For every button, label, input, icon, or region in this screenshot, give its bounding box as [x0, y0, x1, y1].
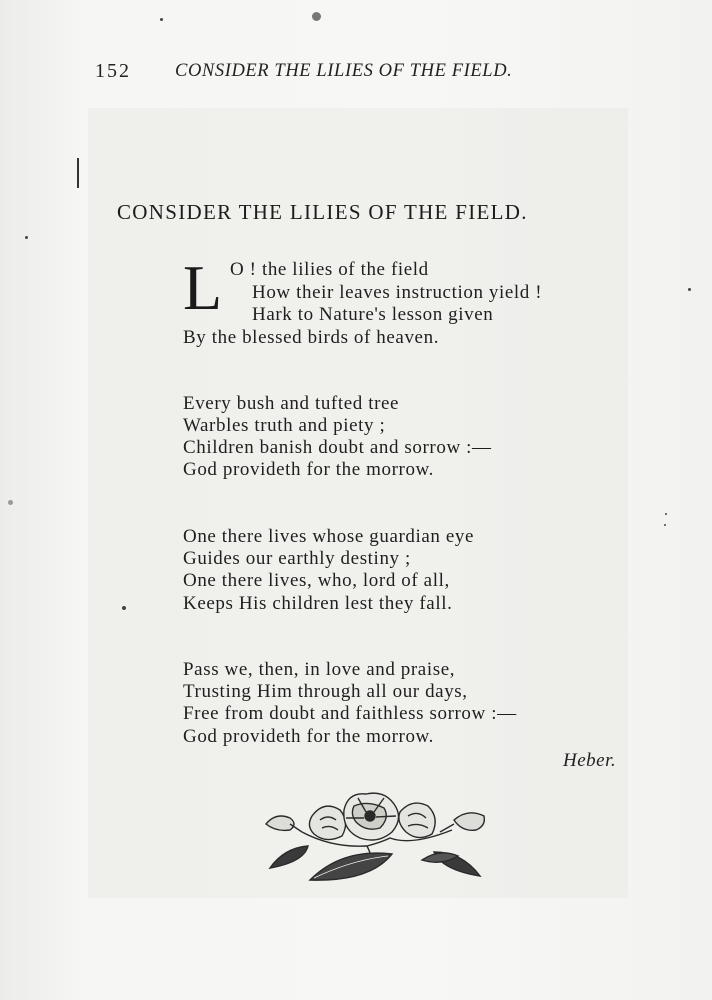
- poem-line: Every bush and tufted tree: [183, 393, 400, 414]
- paper-speck: [160, 18, 163, 21]
- paper-speck: [665, 513, 667, 515]
- paper-show-through: [88, 108, 628, 898]
- poem-line: One there lives whose guardian eye: [183, 526, 475, 547]
- paper-speck: [25, 236, 28, 239]
- poem-line: God provideth for the morrow.: [183, 459, 434, 480]
- running-head: CONSIDER THE LILIES OF THE FIELD.: [175, 61, 513, 81]
- paper-speck: [688, 288, 691, 291]
- margin-mark: [77, 158, 79, 188]
- drop-cap: L: [183, 252, 223, 323]
- floral-ornament-icon: [262, 790, 488, 886]
- poem-line: By the blessed birds of heaven.: [183, 327, 440, 348]
- poem-line: Hark to Nature's lesson given: [252, 304, 494, 325]
- paper-speck: [8, 500, 13, 505]
- poem-line: Warbles truth and piety ;: [183, 415, 386, 436]
- poem-line: One there lives, who, lord of all,: [183, 570, 450, 591]
- poem-title: CONSIDER THE LILIES OF THE FIELD.: [117, 200, 528, 224]
- poem-line: Free from doubt and faithless sorrow :—: [183, 703, 517, 724]
- poem-attribution: Heber.: [563, 750, 617, 771]
- poem-line: How their leaves instruction yield !: [252, 282, 543, 303]
- poem-line: Trusting Him through all our days,: [183, 681, 468, 702]
- paper-speck: [312, 12, 321, 21]
- paper-speck: [664, 524, 666, 526]
- poem-line: Pass we, then, in love and praise,: [183, 659, 456, 680]
- poem-line: Children banish doubt and sorrow :—: [183, 437, 492, 458]
- ornament-ink: [266, 793, 484, 880]
- poem-line: O ! the lilies of the field: [230, 259, 429, 280]
- poem-line: Keeps His children lest they fall.: [183, 593, 453, 614]
- paper-speck: [122, 606, 126, 610]
- page-number: 152: [95, 60, 131, 82]
- poem-line: Guides our earthly destiny ;: [183, 548, 411, 569]
- poem-line: God provideth for the morrow.: [183, 726, 434, 747]
